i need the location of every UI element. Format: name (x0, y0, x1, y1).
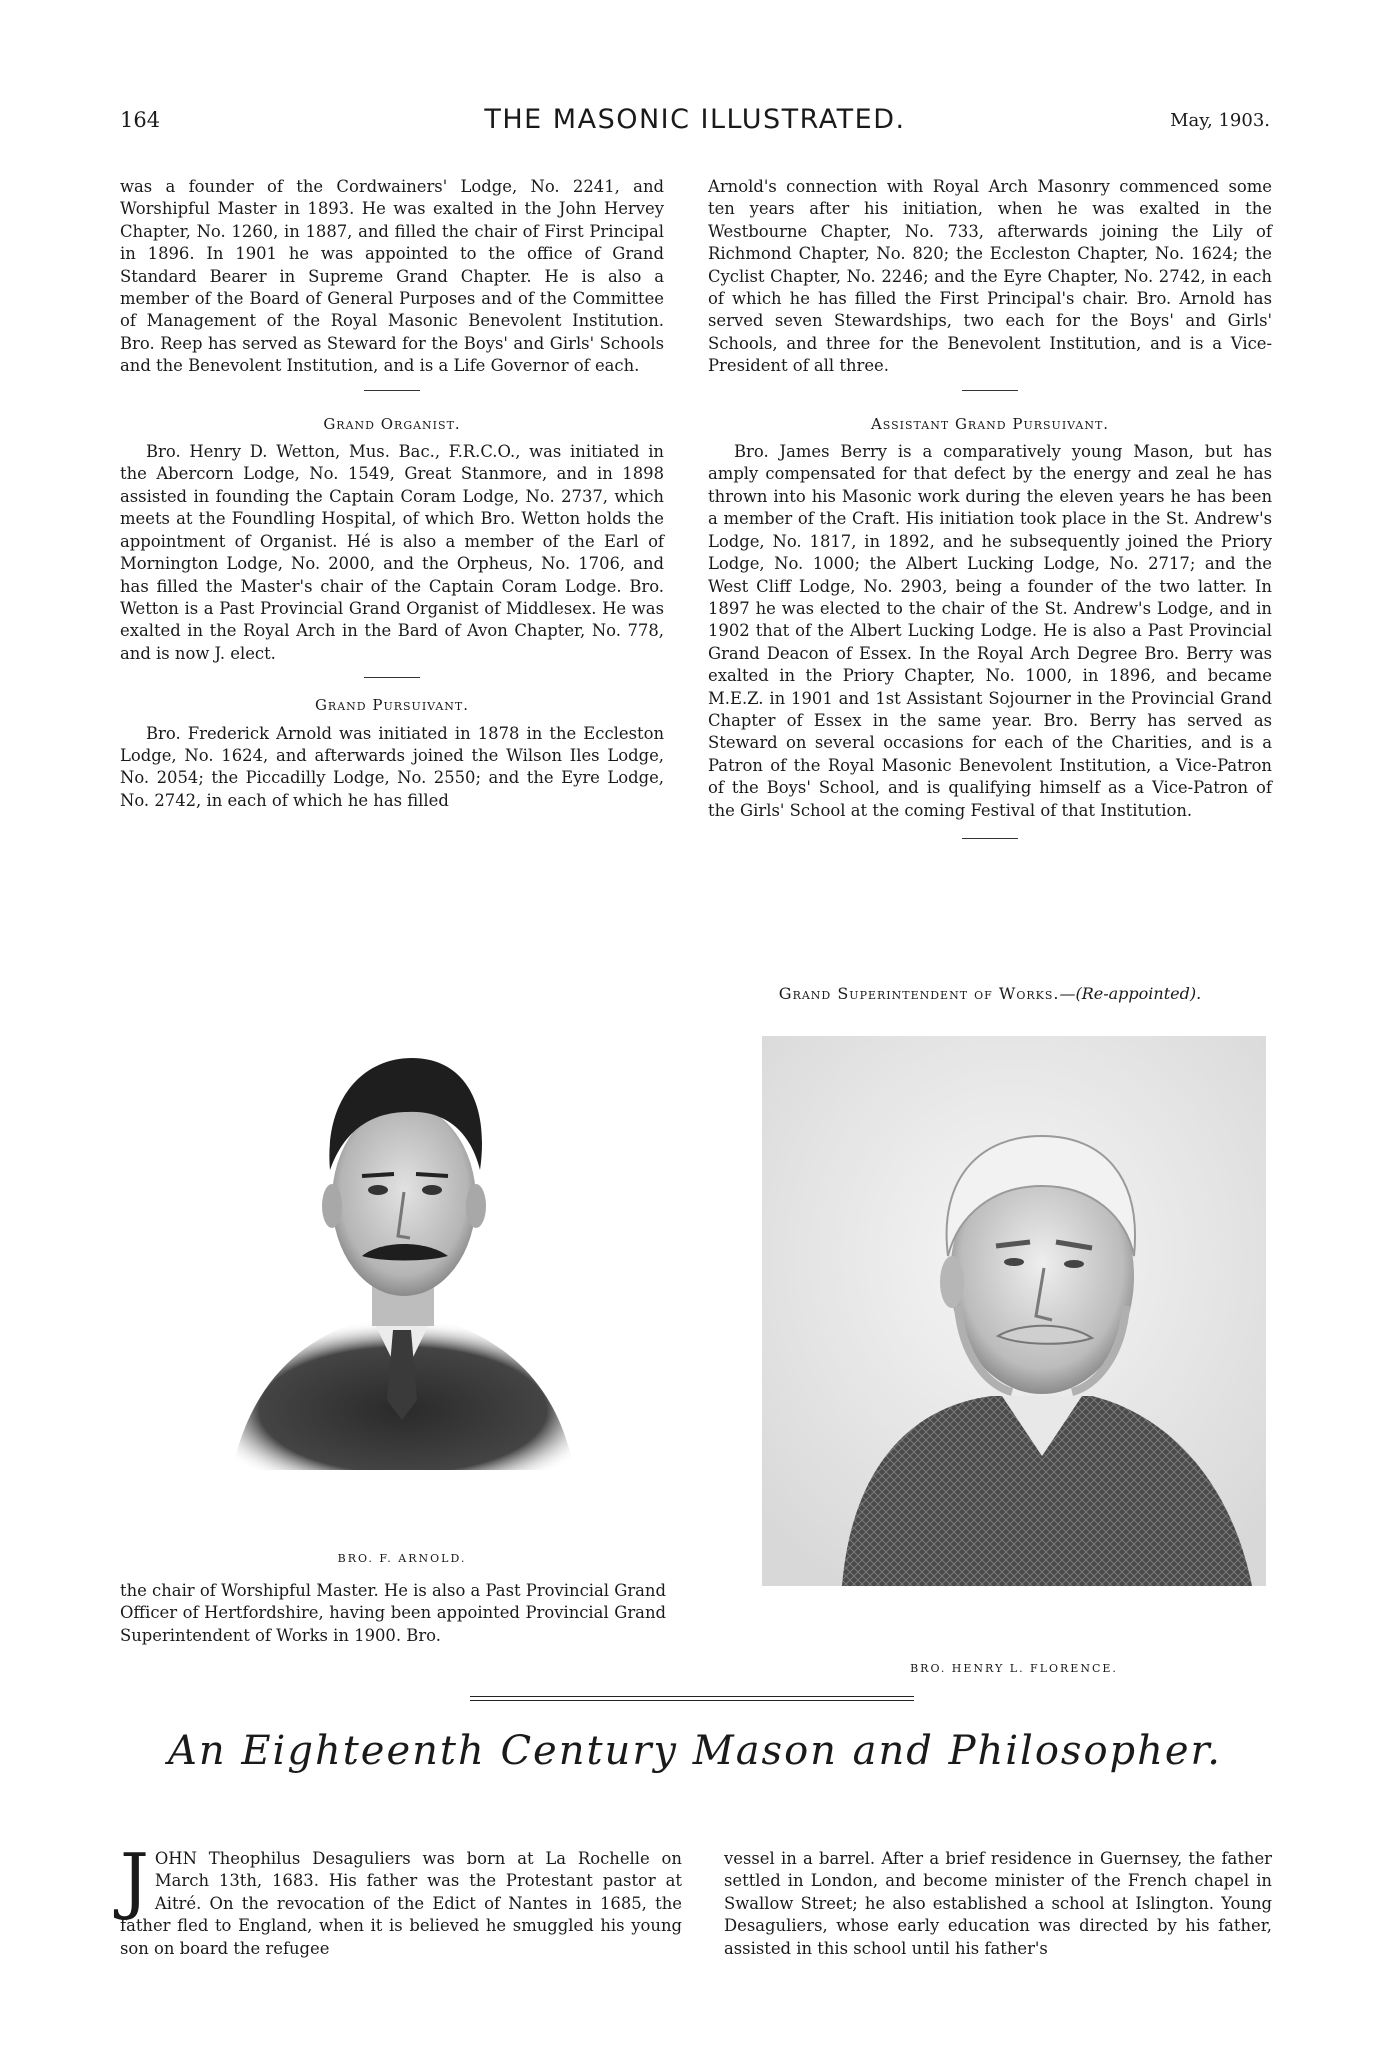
reappointed-note: —(Re-appointed). (1059, 984, 1202, 1003)
grand-pursuivant-heading: Grand Pursuivant. (314, 696, 470, 715)
arnold-continuation-paragraph: Arnold's connection with Royal Arch Masonry commenced some ten years after his initiation, when he was exalted in the Westbourne Chapter, No. 733, afterwards joining the Lily of Richmond Chapter, No. 820; the Eccleston Chapter, No. 1624; the Cyclist Chapter, No. 2246; and the Eyre Chapter, No. 2742, in each of which he has filled the First Principal's chair. Bro. Arnold has served seven Stewardships, two each for the Boys' and Girls' Schools, and three for the Benevolent Institution, and is a Vice-President of all three. (708, 177, 1272, 376)
issue-date: May, 1903. (1170, 110, 1270, 131)
section-divider (962, 838, 1018, 839)
article-rule-top (470, 1696, 914, 1697)
grand-organist-paragraph: Bro. Henry D. Wetton, Mus. Bac., F.R.C.O., was initiated in the Abercorn Lodge, No. 1549, Great Stanmore, and in 1898 assisted in founding the Captain Coram Lodge, No. 2737, which meets at the Foundling Hospital, of which Bro. Wetton holds the appointment of Organist. Hé is also a member of the Earl of Mornington Lodge, No. 2000, and the Orpheus, No. 1706, and has filled the Master's chair of the Captain Coram Lodge. Bro. Wetton is a Past Provincial Grand Organist of Middlesex. He was exalted in the Royal Arch in the Bard of Avon Chapter, No. 778, and is now J. elect. (120, 442, 664, 663)
section-divider (962, 390, 1018, 391)
article-rule-bottom (470, 1700, 914, 1701)
caption-florence: BRO. HENRY L. FLORENCE. (910, 1662, 1118, 1675)
article-left-text: OHN Theophilus Desaguliers was born at La Rochelle on March 13th, 1683. His father was the Protestant pastor at Aitré. On the revocation of the Edict of Nantes in 1685, the father fled to England, when it is believed he smuggled his young son on board the refugee (120, 1849, 682, 1958)
arnold-continuation-lower: the chair of Worshipful Master. He is also a Past Provincial Grand Officer of Hertfordshire, having been appointed Provincial Grand Superintendent of Works in 1900. Bro. (120, 1581, 666, 1645)
assistant-grand-pursuivant-heading: Assistant Grand Pursuivant. (870, 414, 1110, 433)
page-header (120, 104, 1270, 138)
grand-superintendent-heading (700, 984, 1280, 1003)
article-column-right: vessel in a barrel. After a brief residence in Guernsey, the father settled in London, and become minister of the French chapel in Swallow Street; he also established a school at Islington. Young Desaguliers, whose early education was directed by his father, assisted in this school until his father's (724, 1849, 1272, 1958)
dropcap-letter: J (120, 1838, 149, 1922)
page-number: 164 (120, 108, 161, 132)
superintendent-label: Grand Superintendent of Works. (778, 984, 1060, 1003)
grand-organist-heading: Grand Organist. (323, 414, 461, 433)
portrait-florence-photo (762, 1036, 1266, 1586)
portrait-arnold-photo (212, 1000, 592, 1470)
section-divider (364, 677, 420, 678)
assistant-grand-pursuivant-paragraph: Bro. James Berry is a comparatively young Mason, but has amply compensated for that defect by the energy and zeal he has thrown into his Masonic work during the eleven years he has been a member of the Craft. His initiation took place in the St. Andrew's Lodge, No. 1817, in 1892, and he subsequently joined the Priory Lodge, No. 1000; the Albert Lucking Lodge, No. 2717; and the West Cliff Lodge, No. 2903, being a founder of the two latter. In 1897 he was elected to the chair of the St. Andrew's Lodge, and in 1902 that of the Albert Lucking Lodge. He is also a Past Provincial Grand Deacon of Essex. In the Royal Arch Degree Bro. Berry was exalted in the Priory Chapter, No. 1000, in 1896, and became M.E.Z. in 1901 and 1st Assistant Sojourner in the Provincial Grand Chapter of Essex in the same year. Bro. Berry has served as Steward on several occasions for each of the Charities, and is a Patron of the Royal Masonic Benevolent Institution, a Vice-Patron of the Boys' School, and is qualifying himself as a Vice-Patron of the Girls' School at the coming Festival of that Institution. (708, 442, 1272, 820)
section-divider (364, 390, 420, 391)
publication-title: THE MASONIC ILLUSTRATED. (484, 104, 906, 135)
column-left (120, 176, 664, 812)
article-column-left (120, 1838, 682, 1960)
column-right (708, 176, 1272, 839)
caption-arnold: BRO. F. ARNOLD. (337, 1552, 467, 1565)
reep-paragraph: was a founder of the Cordwainers' Lodge, No. 2241, and Worshipful Master in 1893. He was exalted in the John Hervey Chapter, No. 1260, in 1887, and filled the chair of First Principal in 1896. In 1901 he was appointed to the office of Grand Standard Bearer in Supreme Grand Chapter. He is also a member of the Board of General Purposes and of the Committee of Management of the Royal Masonic Benevolent Institution. Bro. Reep has served as Steward for the Boys' and Girls' Schools and the Benevolent Institution, and is a Life Governor of each. (120, 177, 664, 376)
article-title: An Eighteenth Century Mason and Philosopher. (167, 1728, 1222, 1774)
grand-pursuivant-paragraph: Bro. Frederick Arnold was initiated in 1878 in the Eccleston Lodge, No. 1624, and afterwards joined the Wilson Iles Lodge, No. 2054; the Piccadilly Lodge, No. 2550; and the Eyre Lodge, No. 2742, in each of which he has filled (120, 723, 664, 810)
